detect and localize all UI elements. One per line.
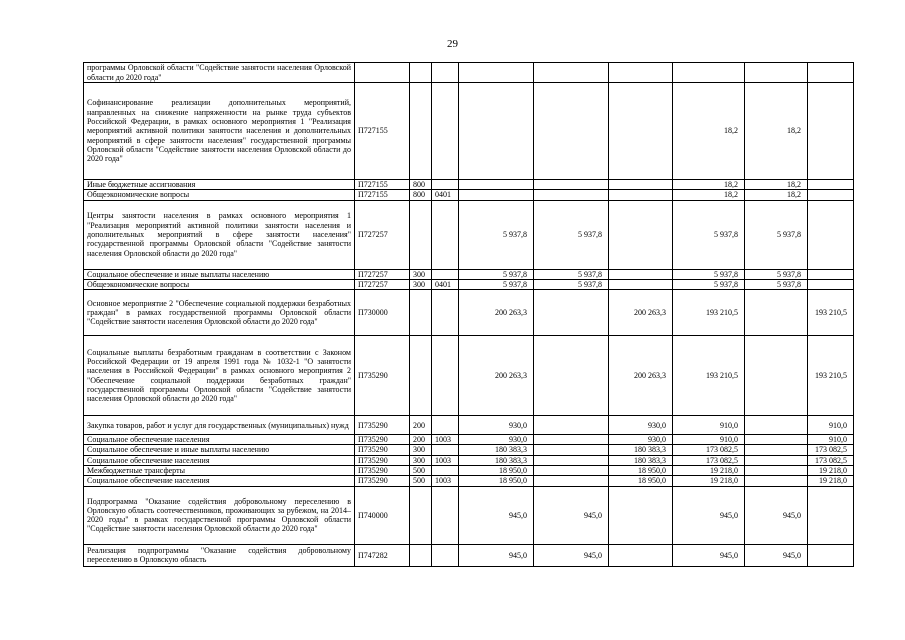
amount-cell-5: 5 937,8	[745, 269, 808, 279]
expense-type-cell: 200	[410, 416, 432, 435]
amount-cell-3: 18 950,0	[609, 476, 673, 486]
amount-cell-1: 930,0	[459, 435, 534, 445]
row-name-cell: Центры занятости населения в рамках основного мероприятия 1 "Реализация мероприятий активной политики занятости населения и дополнительных мероприятий в сфере занятости населения" государственной программы Орловской области "Содействие занятости населения Орловской области до 2020 года"	[84, 200, 355, 269]
section-subsection-cell	[432, 336, 459, 416]
amount-cell-2	[534, 336, 609, 416]
amount-cell-3: 18 950,0	[609, 466, 673, 476]
expense-type-cell	[410, 63, 432, 83]
amount-cell-4: 19 218,0	[673, 476, 745, 486]
amount-cell-6: 910,0	[808, 435, 854, 445]
amount-cell-5	[745, 455, 808, 465]
amount-cell-5	[745, 63, 808, 83]
table-row	[84, 200, 854, 269]
amount-cell-4: 945,0	[673, 544, 745, 566]
amount-cell-1: 18 950,0	[459, 476, 534, 486]
amount-cell-4: 193 210,5	[673, 290, 745, 336]
amount-cell-5: 945,0	[745, 486, 808, 544]
amount-cell-3	[609, 279, 673, 289]
amount-cell-6: 173 082,5	[808, 445, 854, 455]
expense-type-cell	[410, 200, 432, 269]
amount-cell-5	[745, 290, 808, 336]
expense-type-cell	[410, 544, 432, 566]
expense-type-cell	[410, 486, 432, 544]
section-subsection-cell	[432, 200, 459, 269]
row-name-cell: Общеэкономические вопросы	[84, 190, 355, 200]
amount-cell-3	[609, 190, 673, 200]
amount-cell-4: 945,0	[673, 486, 745, 544]
expense-type-cell: 300	[410, 279, 432, 289]
amount-cell-3	[609, 486, 673, 544]
row-name-cell: Социальные выплаты безработным гражданам в соответствии с Законом Российской Федерации от 19 апреля 1991 года № 1032-1 "О занятости населения в Российской Федерации" в рамках основного мероприятия 2 "Обеспечение социальной поддержки безработных граждан" государственной программы Орловской области "Содействие занятости населения Орловской области до 2020 года"	[84, 336, 355, 416]
row-name-cell: Закупка товаров, работ и услуг для государственных (муниципальных) нужд	[84, 416, 355, 435]
amount-cell-6: 910,0	[808, 416, 854, 435]
section-subsection-cell	[432, 544, 459, 566]
section-subsection-cell	[432, 63, 459, 83]
target-article-cell: П735290	[355, 435, 410, 445]
amount-cell-3	[609, 83, 673, 180]
page-number: 29	[447, 38, 458, 50]
amount-cell-3: 200 263,3	[609, 290, 673, 336]
row-name-cell: Социальное обеспечение населения	[84, 476, 355, 486]
section-subsection-cell	[432, 290, 459, 336]
amount-cell-4: 910,0	[673, 435, 745, 445]
amount-cell-6	[808, 190, 854, 200]
expense-type-cell	[410, 290, 432, 336]
table-row	[84, 476, 854, 486]
expense-type-cell: 300	[410, 445, 432, 455]
row-name-cell: программы Орловской области "Содействие занятости населения Орловской области до 2020 года"	[84, 63, 355, 83]
amount-cell-1: 930,0	[459, 416, 534, 435]
target-article-cell: П727257	[355, 269, 410, 279]
amount-cell-5: 18,2	[745, 180, 808, 190]
table-row	[84, 336, 854, 416]
amount-cell-1: 5 937,8	[459, 200, 534, 269]
amount-cell-6: 19 218,0	[808, 476, 854, 486]
section-subsection-cell	[432, 445, 459, 455]
amount-cell-3	[609, 269, 673, 279]
expense-type-cell: 300	[410, 269, 432, 279]
amount-cell-2	[534, 63, 609, 83]
row-name-cell: Реализация подпрограммы "Оказание содействия добровольному переселению в Орловскую область	[84, 544, 355, 566]
amount-cell-4: 5 937,8	[673, 269, 745, 279]
amount-cell-6: 173 082,5	[808, 455, 854, 465]
amount-cell-6: 193 210,5	[808, 336, 854, 416]
amount-cell-2	[534, 190, 609, 200]
amount-cell-5: 5 937,8	[745, 200, 808, 269]
amount-cell-1: 5 937,8	[459, 269, 534, 279]
target-article-cell	[355, 63, 410, 83]
expense-type-cell: 800	[410, 180, 432, 190]
amount-cell-3: 180 383,3	[609, 455, 673, 465]
amount-cell-1	[459, 83, 534, 180]
target-article-cell: П735290	[355, 336, 410, 416]
table-row	[84, 435, 854, 445]
table-row	[84, 455, 854, 465]
expense-type-cell: 800	[410, 190, 432, 200]
amount-cell-6	[808, 83, 854, 180]
amount-cell-1: 5 937,8	[459, 279, 534, 289]
amount-cell-2	[534, 445, 609, 455]
amount-cell-2	[534, 290, 609, 336]
amount-cell-6: 19 218,0	[808, 466, 854, 476]
expense-type-cell: 200	[410, 435, 432, 445]
row-name-cell: Основное мероприятие 2 "Обеспечение социальной поддержки безработных граждан" в рамках государственной программы Орловской области "Содействие занятости населения Орловской области до 2020 года"	[84, 290, 355, 336]
amount-cell-2: 945,0	[534, 486, 609, 544]
amount-cell-3: 180 383,3	[609, 445, 673, 455]
table-row	[84, 486, 854, 544]
target-article-cell: П727155	[355, 83, 410, 180]
amount-cell-2: 5 937,8	[534, 269, 609, 279]
row-name-cell: Софинансирование реализации дополнительных мероприятий, направленных на снижение напряженности на рынке труда субъектов Российской Федерации, в рамках основного мероприятия 1 "Реализация мероприятий активной политики занятости населения и дополнительных мероприятий в сфере занятости населения" государственной программы Орловской области "Содействие занятости населения Орловской области до 2020 года"	[84, 83, 355, 180]
amount-cell-6	[808, 180, 854, 190]
amount-cell-3: 930,0	[609, 416, 673, 435]
table-row	[84, 466, 854, 476]
table-row	[84, 190, 854, 200]
amount-cell-2	[534, 180, 609, 190]
amount-cell-4: 173 082,5	[673, 455, 745, 465]
target-article-cell: П735290	[355, 416, 410, 435]
row-name-cell: Общеэкономические вопросы	[84, 279, 355, 289]
amount-cell-2	[534, 466, 609, 476]
amount-cell-3	[609, 180, 673, 190]
target-article-cell: П727155	[355, 180, 410, 190]
amount-cell-1	[459, 63, 534, 83]
table-row	[84, 445, 854, 455]
amount-cell-4: 18,2	[673, 83, 745, 180]
amount-cell-4: 19 218,0	[673, 466, 745, 476]
budget-table	[83, 62, 854, 567]
amount-cell-4: 18,2	[673, 190, 745, 200]
target-article-cell: П727155	[355, 190, 410, 200]
target-article-cell: П747282	[355, 544, 410, 566]
amount-cell-3: 930,0	[609, 435, 673, 445]
amount-cell-6	[808, 269, 854, 279]
amount-cell-1: 18 950,0	[459, 466, 534, 476]
amount-cell-2	[534, 455, 609, 465]
amount-cell-1: 200 263,3	[459, 290, 534, 336]
amount-cell-6	[808, 200, 854, 269]
amount-cell-1	[459, 190, 534, 200]
amount-cell-5	[745, 476, 808, 486]
section-subsection-cell	[432, 83, 459, 180]
row-name-cell: Социальное обеспечение и иные выплаты населению	[84, 445, 355, 455]
amount-cell-3: 200 263,3	[609, 336, 673, 416]
target-article-cell: П735290	[355, 455, 410, 465]
amount-cell-5	[745, 435, 808, 445]
amount-cell-4: 5 937,8	[673, 200, 745, 269]
section-subsection-cell: 0401	[432, 190, 459, 200]
section-subsection-cell	[432, 180, 459, 190]
amount-cell-5	[745, 445, 808, 455]
table-row	[84, 180, 854, 190]
amount-cell-1: 945,0	[459, 544, 534, 566]
section-subsection-cell	[432, 269, 459, 279]
amount-cell-1	[459, 180, 534, 190]
table-row	[84, 269, 854, 279]
amount-cell-6	[808, 279, 854, 289]
target-article-cell: П727257	[355, 279, 410, 289]
target-article-cell: П735290	[355, 445, 410, 455]
section-subsection-cell: 1003	[432, 455, 459, 465]
table-row	[84, 416, 854, 435]
amount-cell-2: 945,0	[534, 544, 609, 566]
expense-type-cell	[410, 83, 432, 180]
row-name-cell: Иные бюджетные ассигнования	[84, 180, 355, 190]
target-article-cell: П735290	[355, 466, 410, 476]
amount-cell-4: 18,2	[673, 180, 745, 190]
amount-cell-4: 5 937,8	[673, 279, 745, 289]
section-subsection-cell	[432, 416, 459, 435]
section-subsection-cell	[432, 466, 459, 476]
amount-cell-1: 180 383,3	[459, 455, 534, 465]
amount-cell-4: 173 082,5	[673, 445, 745, 455]
amount-cell-5: 18,2	[745, 190, 808, 200]
row-name-cell: Межбюджетные трансферты	[84, 466, 355, 476]
table-row	[84, 290, 854, 336]
amount-cell-2	[534, 83, 609, 180]
amount-cell-5	[745, 466, 808, 476]
amount-cell-6	[808, 63, 854, 83]
amount-cell-2	[534, 435, 609, 445]
section-subsection-cell: 0401	[432, 279, 459, 289]
target-article-cell: П735290	[355, 476, 410, 486]
table-row	[84, 83, 854, 180]
target-article-cell: П727257	[355, 200, 410, 269]
expense-type-cell	[410, 336, 432, 416]
amount-cell-5: 18,2	[745, 83, 808, 180]
amount-cell-5: 5 937,8	[745, 279, 808, 289]
amount-cell-1: 945,0	[459, 486, 534, 544]
amount-cell-1: 180 383,3	[459, 445, 534, 455]
amount-cell-2	[534, 416, 609, 435]
section-subsection-cell: 1003	[432, 435, 459, 445]
expense-type-cell: 500	[410, 466, 432, 476]
row-name-cell: Социальное обеспечение населения	[84, 435, 355, 445]
table-row	[84, 544, 854, 566]
row-name-cell: Социальное обеспечение и иные выплаты населению	[84, 269, 355, 279]
row-name-cell: Подпрограмма "Оказание содействия добровольному переселению в Орловскую область соотечественников, проживающих за рубежом, на 2014–2020 годы" в рамках государственной программы Орловской области "Содействие занятости населения Орловской области до 2020 года"	[84, 486, 355, 544]
table-row	[84, 279, 854, 289]
amount-cell-2: 5 937,8	[534, 200, 609, 269]
table-row	[84, 63, 854, 83]
row-name-cell: Социальное обеспечение населения	[84, 455, 355, 465]
amount-cell-3	[609, 63, 673, 83]
amount-cell-5	[745, 416, 808, 435]
amount-cell-1: 200 263,3	[459, 336, 534, 416]
amount-cell-5	[745, 336, 808, 416]
amount-cell-4	[673, 63, 745, 83]
amount-cell-6	[808, 486, 854, 544]
amount-cell-3	[609, 544, 673, 566]
expense-type-cell: 500	[410, 476, 432, 486]
target-article-cell: П730000	[355, 290, 410, 336]
amount-cell-4: 193 210,5	[673, 336, 745, 416]
amount-cell-2	[534, 476, 609, 486]
expense-type-cell: 300	[410, 455, 432, 465]
amount-cell-2: 5 937,8	[534, 279, 609, 289]
target-article-cell: П740000	[355, 486, 410, 544]
amount-cell-5: 945,0	[745, 544, 808, 566]
section-subsection-cell	[432, 486, 459, 544]
amount-cell-4: 910,0	[673, 416, 745, 435]
section-subsection-cell: 1003	[432, 476, 459, 486]
amount-cell-6: 193 210,5	[808, 290, 854, 336]
amount-cell-6	[808, 544, 854, 566]
amount-cell-3	[609, 200, 673, 269]
